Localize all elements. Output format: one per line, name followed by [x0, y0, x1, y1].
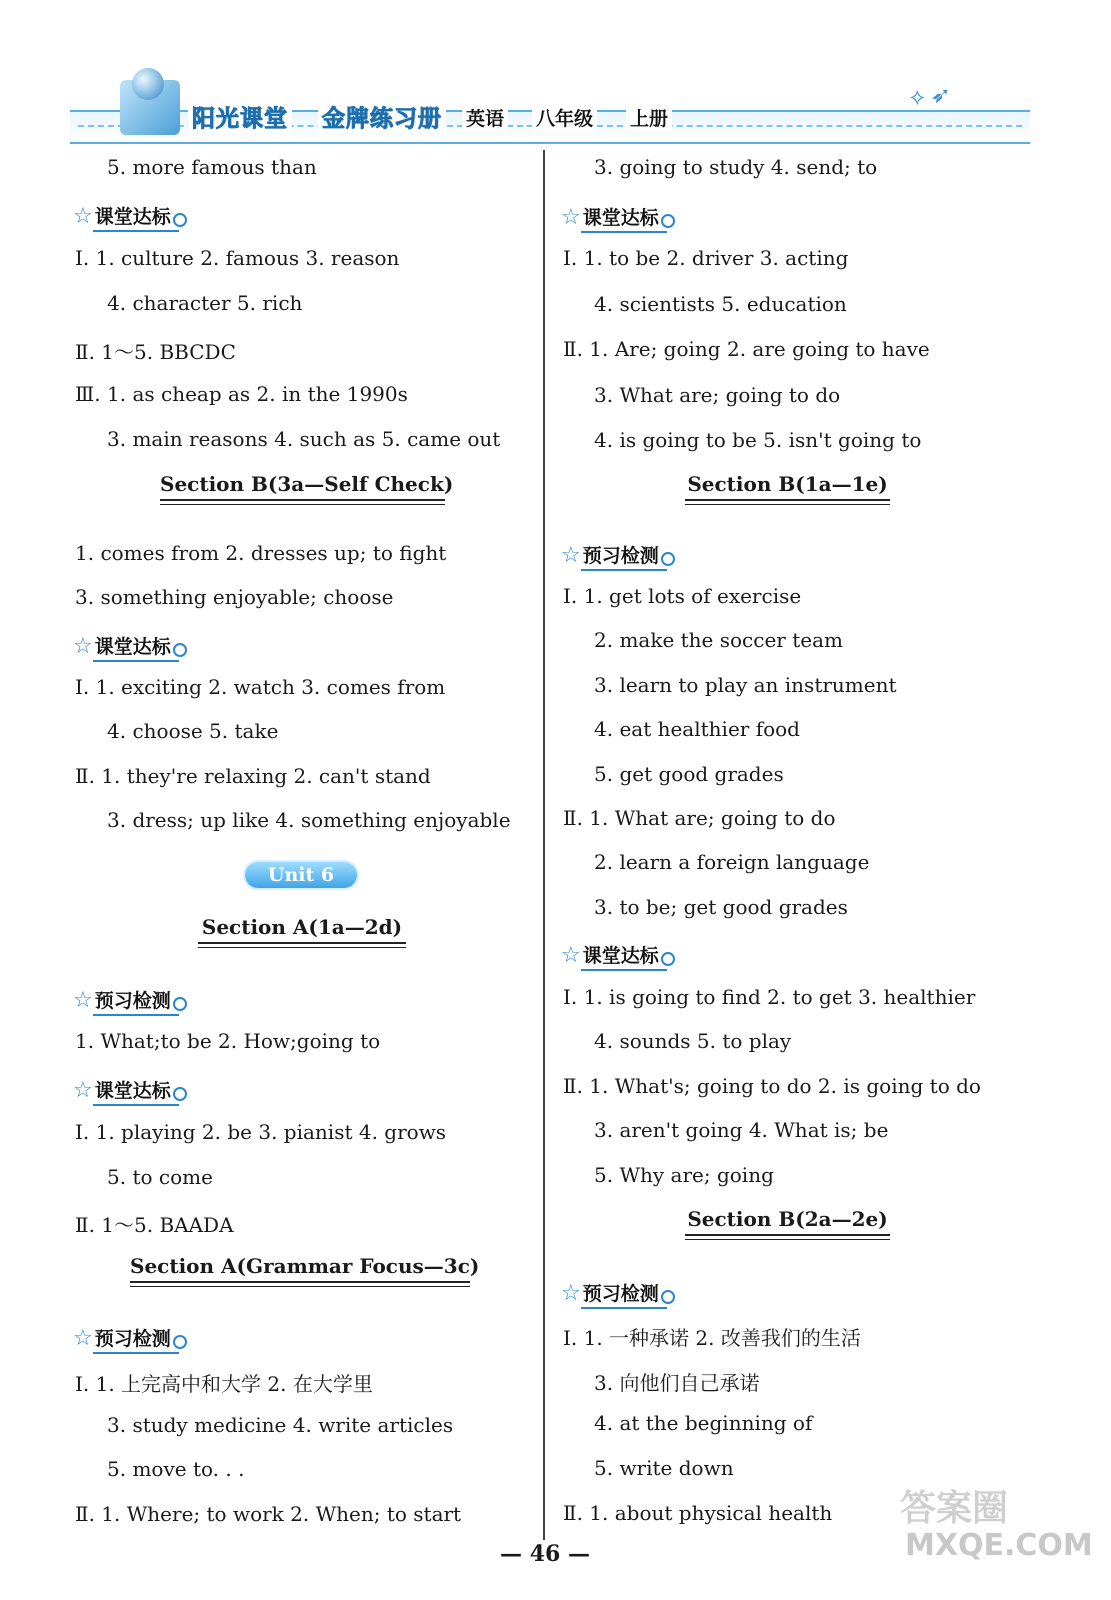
section-badge	[73, 1076, 187, 1103]
badge-tail-icon	[173, 213, 187, 227]
badge-label: 课堂达标	[94, 1080, 171, 1102]
answer-line: Ⅱ. 1. What's; going to do 2. is going to do	[563, 1074, 981, 1098]
section-badge	[561, 541, 675, 568]
section-heading-text: Section A(Grammar Focus—3c)	[130, 1254, 480, 1278]
badge-tail-icon	[173, 1087, 187, 1101]
star-icon: ☆	[561, 543, 581, 568]
answer-line: Ⅱ. 1. Where; to work 2. When; to start	[75, 1502, 462, 1526]
answer-line: 3. something enjoyable; choose	[75, 585, 394, 609]
badge-tail-icon	[661, 1290, 675, 1304]
star-icon: ☆	[73, 1326, 93, 1351]
answer-line: 4. is going to be 5. isn't going to	[594, 428, 922, 452]
volume-label: 上册	[626, 104, 672, 131]
brand-subtitle: 金牌练习册	[318, 100, 446, 133]
badge-label: 课堂达标	[582, 207, 659, 229]
badge-label: 预习检测	[582, 1283, 659, 1305]
column-divider	[543, 150, 545, 1540]
section-badge	[73, 202, 187, 229]
badge-tail-icon	[173, 643, 187, 657]
star-icon: ☆	[561, 205, 581, 230]
answer-line: 3. What are; going to do	[594, 383, 841, 407]
subject-label: 英语	[462, 104, 508, 131]
answer-line: Ⅱ. 1. they're relaxing 2. can't stand	[75, 764, 431, 788]
answer-line: Ⅰ. 1. is going to find 2. to get 3. healthier	[563, 985, 976, 1009]
answer-line: 5. move to. . .	[107, 1457, 245, 1481]
answer-line: 4. character 5. rich	[107, 291, 303, 315]
answer-line: 4. scientists 5. education	[594, 292, 847, 316]
section-heading-text: Section B(2a—2e)	[687, 1207, 888, 1231]
badge-label: 课堂达标	[582, 945, 659, 967]
star-icon: ☆	[73, 634, 93, 659]
answer-line: 4. sounds 5. to play	[594, 1029, 792, 1053]
answer-line: 3. learn to play an instrument	[594, 673, 897, 697]
star-icon: ☆	[561, 1281, 581, 1306]
section-heading	[198, 915, 406, 939]
answer-line: 3. to be; get good grades	[594, 895, 848, 919]
answer-line: 2. learn a foreign language	[594, 850, 870, 874]
answer-line: 5. Why are; going	[594, 1163, 774, 1187]
answer-line: 4. choose 5. take	[107, 719, 279, 743]
answer-line: 5. get good grades	[594, 762, 784, 786]
answer-line: 3. going to study 4. send; to	[594, 155, 878, 179]
watermark-logo: 答案圈	[900, 1488, 1009, 1529]
section-heading-text: Section B(3a—Self Check)	[160, 472, 454, 496]
answer-line: 2. make the soccer team	[594, 628, 843, 652]
unit-label: Unit 6	[245, 862, 357, 888]
page-header	[70, 60, 1040, 145]
answer-line: Ⅱ. 1. about physical health	[563, 1501, 833, 1525]
section-badge	[73, 632, 187, 659]
section-heading-text: Section A(1a—2d)	[201, 915, 403, 939]
answer-line: Ⅱ. 1～5. BAADA	[75, 1213, 234, 1237]
answer-line: 3. main reasons 4. such as 5. came out	[107, 427, 501, 451]
answer-line: 3. dress; up like 4. something enjoyable	[107, 808, 511, 832]
section-heading	[685, 1207, 890, 1231]
star-icon: ☆	[561, 943, 581, 968]
answer-line: Ⅰ. 1. playing 2. be 3. pianist 4. grows	[75, 1120, 447, 1144]
globe-icon	[132, 68, 164, 100]
answer-line: 1. comes from 2. dresses up; to fight	[75, 541, 447, 565]
watermark-url: MXQE.COM	[905, 1528, 1093, 1563]
badge-tail-icon	[173, 997, 187, 1011]
answer-line: 3. 向他们自己承诺	[594, 1371, 760, 1395]
star-icon: ☆	[73, 204, 93, 229]
section-badge	[561, 203, 675, 230]
answer-line: Ⅰ. 1. 一种承诺 2. 改善我们的生活	[563, 1326, 861, 1350]
answer-line: 3. aren't going 4. What is; be	[594, 1118, 889, 1142]
answer-line: Ⅱ. 1. What are; going to do	[563, 806, 836, 830]
section-badge	[561, 941, 675, 968]
answer-line: 1. What;to be 2. How;going to	[75, 1029, 381, 1053]
badge-tail-icon	[173, 1335, 187, 1349]
answer-line: Ⅰ. 1. 上完高中和大学 2. 在大学里	[75, 1372, 373, 1396]
brand-title: 阳光课堂	[188, 100, 292, 133]
answer-line: 4. eat healthier food	[594, 717, 800, 741]
section-badge	[73, 1324, 187, 1351]
answer-line: Ⅱ. 1～5. BBCDC	[75, 340, 236, 364]
answer-line: 5. to come	[107, 1165, 213, 1189]
section-heading-text: Section B(1a—1e)	[687, 472, 888, 496]
badge-label: 预习检测	[582, 545, 659, 567]
badge-label: 课堂达标	[94, 636, 171, 658]
badge-label: 预习检测	[94, 1328, 171, 1350]
answer-line: 5. write down	[594, 1456, 734, 1480]
badge-label: 课堂达标	[94, 206, 171, 228]
page-number: — 46 —	[500, 1541, 590, 1567]
badge-tail-icon	[661, 214, 675, 228]
section-heading	[130, 1254, 480, 1278]
star-icon: ☆	[73, 1078, 93, 1103]
section-badge	[561, 1279, 675, 1306]
answer-line: Ⅲ. 1. as cheap as 2. in the 1990s	[75, 382, 408, 406]
answer-line: Ⅰ. 1. exciting 2. watch 3. comes from	[75, 675, 446, 699]
birds-icon: ⟡ ➶	[910, 85, 949, 110]
section-heading	[685, 472, 890, 496]
star-icon: ☆	[73, 988, 93, 1013]
answer-line: 5. more famous than	[107, 155, 317, 179]
badge-tail-icon	[661, 952, 675, 966]
section-badge	[73, 986, 187, 1013]
answer-line: Ⅰ. 1. to be 2. driver 3. acting	[563, 246, 849, 270]
grade-label: 八年级	[532, 104, 597, 131]
answer-line: Ⅱ. 1. Are; going 2. are going to have	[563, 337, 930, 361]
badge-label: 预习检测	[94, 990, 171, 1012]
answer-line: Ⅰ. 1. get lots of exercise	[563, 584, 802, 608]
answer-line: Ⅰ. 1. culture 2. famous 3. reason	[75, 246, 400, 270]
answer-line: 3. study medicine 4. write articles	[107, 1413, 454, 1437]
section-heading	[160, 472, 454, 496]
badge-tail-icon	[661, 552, 675, 566]
answer-line: 4. at the beginning of	[594, 1411, 813, 1435]
